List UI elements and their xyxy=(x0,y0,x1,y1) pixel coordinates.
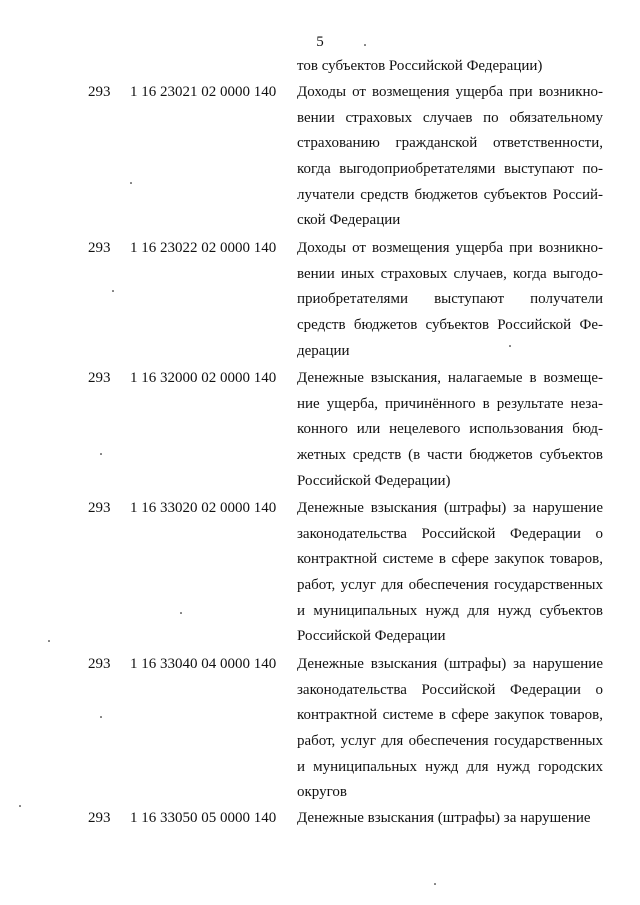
admin-code: 293 xyxy=(88,810,111,826)
description-line: округов xyxy=(297,784,347,801)
description-line: законодательства Российской Федерации о xyxy=(297,681,603,698)
scan-speck xyxy=(180,612,182,614)
budget-classification-code: 1 16 33020 02 0000 140 xyxy=(130,500,277,516)
budget-classification-code: 1 16 32000 02 0000 140 xyxy=(130,370,277,386)
scan-speck xyxy=(48,640,50,642)
budget-classification-code: 1 16 33050 05 0000 140 xyxy=(130,810,277,826)
scan-speck xyxy=(112,290,114,292)
admin-code: 293 xyxy=(88,500,111,516)
description-line: и муниципальных нужд для нужд городских xyxy=(297,758,603,775)
description-line: Денежные взыскания (штрафы) за нарушение xyxy=(297,500,603,516)
description-line: работ, услуг для обеспечения государственных xyxy=(297,733,603,750)
description-line: страхованию гражданской ответственности, xyxy=(297,135,603,152)
description-line: Российской Федерации) xyxy=(297,472,451,489)
scan-speck xyxy=(19,805,21,807)
page-number: 5 xyxy=(316,34,324,50)
description-line: работ, услуг для обеспечения государственных xyxy=(297,577,603,594)
description-line: лучатели средств бюджетов субъектов Россий- xyxy=(297,186,603,203)
description-line: ской Федерации xyxy=(297,212,401,229)
description-line: вении иных страховых случаев, когда выгодо- xyxy=(297,265,603,282)
description-line: законодательства Российской Федерации о xyxy=(297,525,603,542)
revenue-description xyxy=(297,654,603,808)
revenue-description xyxy=(297,238,603,366)
description-line: Денежные взыскания (штрафы) за нарушение xyxy=(297,810,591,826)
description-line: Денежные взыскания, налагаемые в возмеще- xyxy=(297,370,603,386)
description-line: когда выгодоприобретателями выступают по- xyxy=(297,161,603,178)
admin-code: 293 xyxy=(88,656,111,672)
revenue-description xyxy=(297,82,603,236)
scan-speck xyxy=(100,716,102,718)
revenue-description xyxy=(297,368,603,496)
scan-speck xyxy=(509,345,511,347)
scan-speck xyxy=(364,44,366,46)
budget-classification-code: 1 16 33040 04 0000 140 xyxy=(130,656,277,672)
description-line: жетных средств (в части бюджетов субъектов xyxy=(297,447,603,464)
description-line: контрактной системе в сфере закупок товаров, xyxy=(297,707,603,724)
scan-speck xyxy=(434,883,436,885)
description-line: дерации xyxy=(297,342,350,359)
description-line: вении страховых случаев по обязательному xyxy=(297,109,603,126)
scan-speck xyxy=(130,182,132,184)
revenue-description xyxy=(297,808,603,834)
description-line: приобретателями выступают получатели xyxy=(297,291,603,308)
admin-code: 293 xyxy=(88,370,111,386)
description-line: конного или нецелевого использования бюд- xyxy=(297,421,603,438)
revenue-description xyxy=(297,498,603,652)
admin-code: 293 xyxy=(88,84,111,100)
budget-classification-code: 1 16 23021 02 0000 140 xyxy=(130,84,277,100)
description-line: средств бюджетов субъектов Российской Фе- xyxy=(297,317,603,334)
description-line: контрактной системе в сфере закупок товаров, xyxy=(297,551,603,568)
carryover-text: тов субъектов Российской Федерации) xyxy=(297,58,543,74)
description-line: Денежные взыскания (штрафы) за нарушение xyxy=(297,656,603,672)
description-line: Доходы от возмещения ущерба при возникно- xyxy=(297,240,603,256)
admin-code: 293 xyxy=(88,240,111,256)
scan-speck xyxy=(100,453,102,455)
budget-classification-code: 1 16 23022 02 0000 140 xyxy=(130,240,277,256)
description-line: Российской Федерации xyxy=(297,628,446,645)
description-line: и муниципальных нужд для нужд субъектов xyxy=(297,602,603,619)
description-line: ние ущерба, причинённого в результате неза- xyxy=(297,395,603,412)
description-line: Доходы от возмещения ущерба при возникно- xyxy=(297,84,603,100)
